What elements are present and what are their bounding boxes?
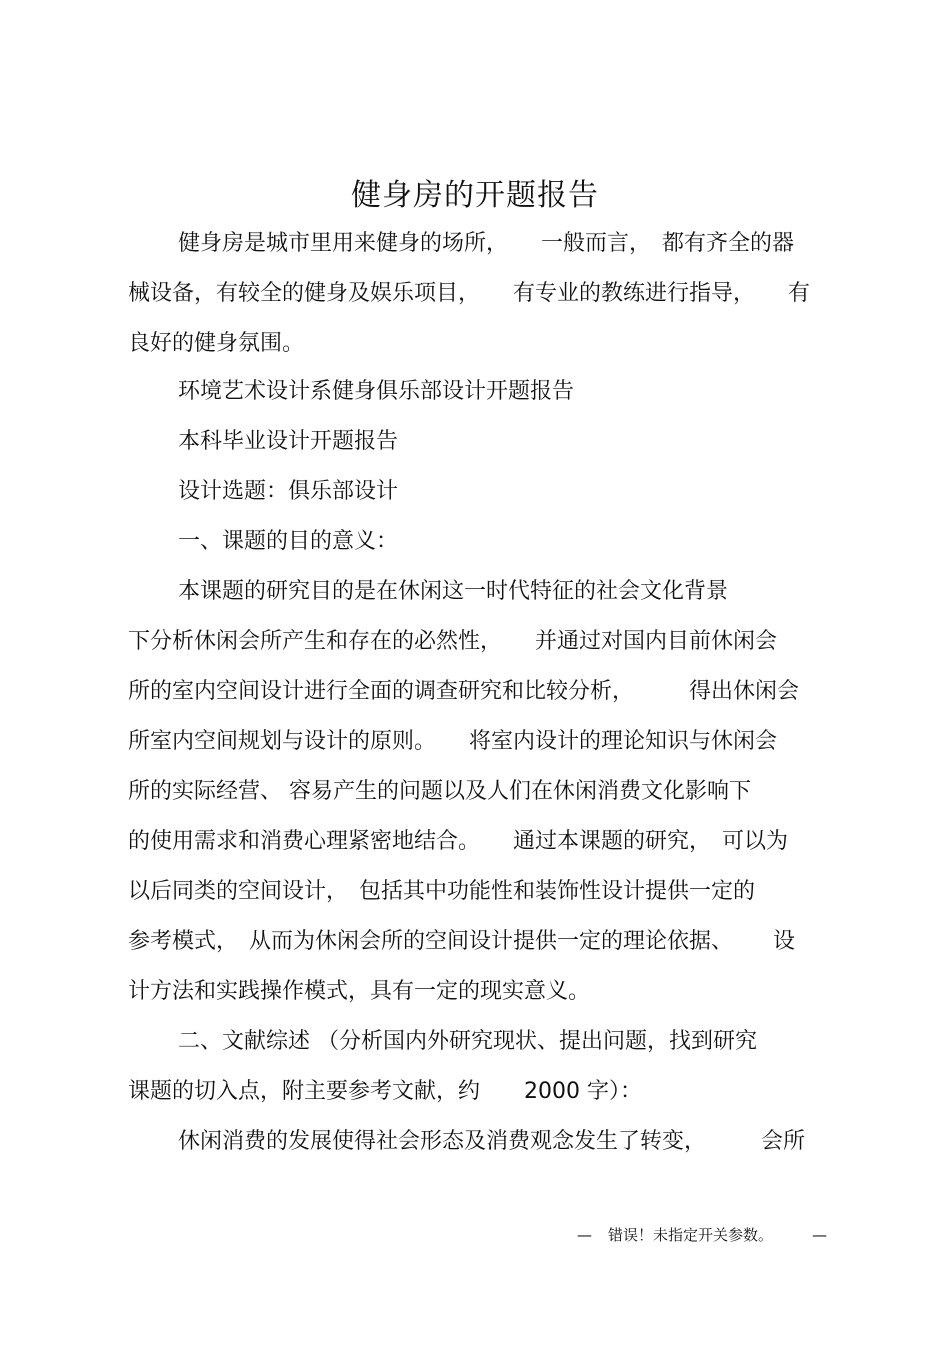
footer-dash-left: — <box>577 1226 592 1244</box>
paragraph-line: 所室内空间规划与设计的原则。 将室内设计的理论知识与休闲会 <box>128 729 778 754</box>
paragraph-line: 休闲消费的发展使得社会形态及消费观念发生了转变， 会所 <box>178 1129 806 1154</box>
paragraph-line: 参考模式， 从而为休闲会所的空间设计提供一定的理论依据、 设 <box>128 929 795 954</box>
paragraph-line: 以后同类的空间设计， 包括其中功能性和装饰性设计提供一定的 <box>128 879 756 904</box>
section-heading: 一、课题的目的意义： <box>178 529 399 554</box>
paragraph-line: 计方法和实践操作模式，具有一定的现实意义。 <box>128 979 591 1004</box>
paragraph-line: 课题的切入点，附主要参考文献，约 2000 字）： <box>128 1079 642 1104</box>
paragraph-line: 本科毕业设计开题报告 <box>178 429 399 454</box>
paragraph-line: 械设备，有较全的健身及娱乐项目， 有专业的教练进行指导， 有 <box>128 281 811 306</box>
footer-text: 错误！未指定开关参数。 <box>608 1226 774 1244</box>
document-title: 健身房的开题报告 <box>351 178 599 213</box>
footer-dash-right: — <box>812 1226 827 1244</box>
paragraph-line: 良好的健身氛围。 <box>128 331 305 356</box>
paragraph-line: 所的实际经营、 容易产生的问题以及人们在休闲消费文化影响下 <box>128 779 751 804</box>
paragraph-line: 健身房是城市里用来健身的场所， 一般而言， 都有齐全的器 <box>178 231 795 256</box>
paragraph-line: 的使用需求和消费心理紧密地结合。 通过本课题的研究， 可以为 <box>128 829 789 854</box>
section-heading: 二、文献综述 （分析国内外研究现状、提出问题，找到研究 <box>178 1029 757 1054</box>
paragraph-line: 所的室内空间设计进行全面的调查研究和比较分析， 得出休闲会 <box>128 679 800 704</box>
paragraph-line: 设计选题：俱乐部设计 <box>178 479 399 504</box>
paragraph-line: 下分析休闲会所产生和存在的必然性， 并通过对国内目前休闲会 <box>128 629 778 654</box>
paragraph-line: 本课题的研究目的是在休闲这一时代特征的社会文化背景 <box>178 579 729 604</box>
paragraph-line: 环境艺术设计系健身俱乐部设计开题报告 <box>178 379 575 404</box>
